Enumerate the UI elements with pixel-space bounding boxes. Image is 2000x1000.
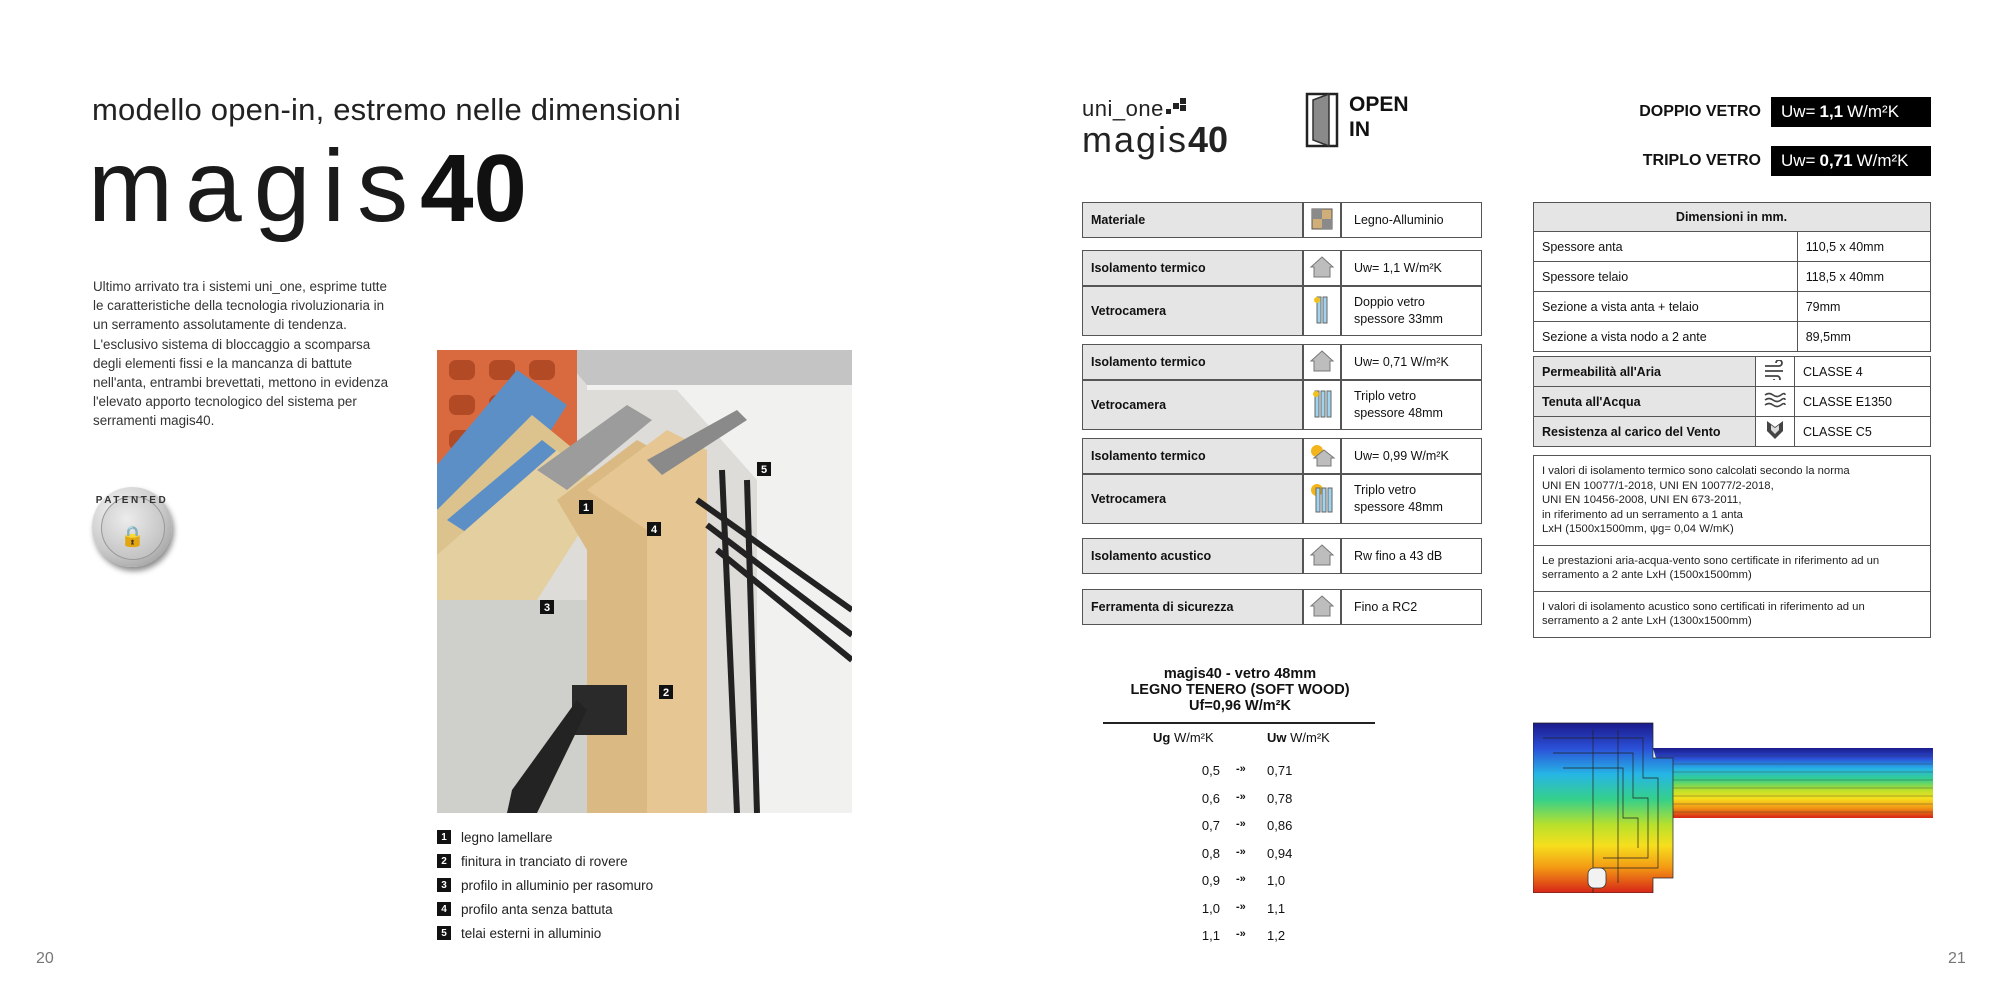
performance-table — [1533, 356, 1931, 447]
table-row: Isolamento termico Uw= 0,71 W/m²K — [1082, 344, 1482, 380]
svg-text:1: 1 — [583, 502, 590, 514]
note-air-water-wind: Le prestazioni aria-acqua-vento sono certificate in riferimento ad un serramento a 2 ante LxH (1500x1500mm) — [1534, 546, 1930, 592]
uw-doppio-box: Uw= 1,1 W/m²K — [1771, 97, 1931, 127]
house-icon — [1309, 543, 1335, 567]
uw-value: 1,0 — [1267, 873, 1286, 888]
arrow-icon: -» — [1236, 928, 1246, 940]
ug-table-title: magis40 - vetro 48mm LEGNO TENERO (SOFT WOOD) Uf=0,96 W/m²K — [1130, 666, 1350, 714]
table-row: Materiale Legno-Alluminio — [1082, 202, 1482, 238]
wind-load-icon — [1763, 419, 1787, 441]
logo-magis40: magis40 — [1082, 119, 1229, 160]
water-icon — [1763, 390, 1787, 410]
uw-doppio-vetro: DOPPIO VETRO Uw= 1,1 W/m²K — [1580, 97, 1931, 127]
table-row: Isolamento termico Uw= 1,1 W/m²K — [1082, 250, 1482, 286]
legend-item: 1 legno lamellare — [437, 825, 653, 849]
arrow-icon: -» — [1236, 845, 1246, 858]
svg-text:2: 2 — [663, 687, 670, 699]
uw-triplo-vetro: TRIPLO VETRO Uw= 0,71 W/m²K — [1580, 146, 1931, 176]
uw-value: 0,71 — [1267, 763, 1293, 778]
product-title — [88, 129, 527, 243]
table-row: Vetrocamera Triplo vetro spessore 48mm — [1082, 380, 1482, 430]
table-row: Dimensioni in mm. — [1534, 203, 1931, 232]
house-icon — [1309, 594, 1335, 618]
padlock-icon: 🔒 — [120, 526, 145, 548]
house-icon — [1309, 349, 1335, 373]
arrow-icon: -» — [1236, 873, 1246, 885]
material-icon — [1309, 206, 1335, 232]
open-in-badge: OPEN IN — [1305, 92, 1409, 148]
arrow-icon: -» — [1236, 790, 1246, 803]
ug-value: 0,8 — [1201, 845, 1220, 861]
house-icon — [1309, 255, 1335, 279]
intro-paragraph: Ultimo arrivato tra i sistemi uni_one, esprime tutte le caratteristiche della tecnologia rivoluzionaria in un serramento assolutamente di tendenza. L'esclusivo sistema di bloccaggio a scomparsa degli elementi fissi e la mancanza di battute nell'anta, entrambi brevettati, mettono in evidenza l'elevato apporto tecnologico del sistema per serramenti magis40. — [93, 279, 389, 429]
notes-box — [1533, 455, 1931, 638]
legend-item: 5 telai esterni in alluminio — [437, 921, 653, 945]
uw-value: 0,78 — [1267, 790, 1293, 806]
dimensions-table — [1533, 202, 1931, 352]
double-glass-icon — [1309, 294, 1335, 326]
ug-column-header: Ug W/m²K — [1153, 730, 1214, 745]
ug-value: 0,6 — [1201, 790, 1220, 806]
arrow-icon: -» — [1236, 818, 1246, 830]
sun-house-icon — [1308, 442, 1336, 468]
page-number-left: 20 — [36, 950, 54, 967]
legend-item: 4 profilo anta senza battuta — [437, 897, 653, 921]
note-acoustic: I valori di isolamento acustico sono certificati in riferimento ad un serramento a 2 ante LxH (1300x1500mm) — [1542, 600, 1865, 627]
table-row: Ferramenta di sicurezza Fino a RC2 — [1082, 589, 1482, 625]
door-open-in-icon — [1305, 92, 1339, 148]
uw-value: 0,86 — [1267, 818, 1293, 833]
table-row: Spessore anta 110,5 x 40mm — [1534, 232, 1931, 262]
logo-uni-one: uni_one — [1082, 96, 1164, 121]
legend-item: 3 profilo in alluminio per rasomuro — [437, 873, 653, 897]
ug-table-rule — [1103, 722, 1375, 724]
logo-squares-icon — [1166, 98, 1188, 116]
ug-value: 0,7 — [1201, 818, 1220, 833]
table-row: Vetrocamera Triplo vetro spessore 48mm — [1082, 474, 1482, 524]
patented-badge — [92, 487, 172, 567]
spec-group-triplo — [1082, 344, 1482, 430]
table-row: Spessore telaio 118,5 x 40mm — [1534, 262, 1931, 292]
uw-column-header: Uw W/m²K — [1267, 730, 1330, 745]
table-row: Resistenza al carico del Vento CLASSE C5 — [1534, 417, 1931, 447]
svg-text:3: 3 — [544, 602, 551, 614]
table-row: Sezione a vista nodo a 2 ante 89,5mm — [1534, 322, 1931, 352]
wind-icon — [1763, 360, 1787, 380]
uw-value: 1,2 — [1267, 928, 1286, 943]
uw-triplo-box: Uw= 0,71 W/m²K — [1771, 146, 1931, 176]
illustration-legend — [437, 825, 653, 945]
table-row: Vetrocamera Doppio vetro spessore 33mm — [1082, 286, 1482, 336]
arrow-icon: -» — [1236, 763, 1246, 775]
page-number-right: 21 — [1948, 950, 1966, 967]
ug-value: 1,1 — [1201, 928, 1220, 943]
ug-value: 0,5 — [1201, 763, 1220, 778]
ug-value: 1,0 — [1201, 900, 1220, 916]
legend-item: 2 finitura in tranciato di rovere — [437, 849, 653, 873]
page-subtitle: modello open-in, estremo nelle dimensioni — [92, 92, 681, 127]
triple-glass-icon — [1309, 388, 1335, 420]
table-row: Tenuta all'Acqua CLASSE E1350 — [1534, 387, 1931, 417]
window-section-illustration — [437, 350, 852, 813]
table-row: Isolamento acustico Rw fino a 43 dB — [1082, 538, 1482, 574]
table-row: Permeabilità all'Aria CLASSE 4 — [1534, 357, 1931, 387]
svg-text:4: 4 — [651, 524, 658, 536]
ug-value: 0,9 — [1201, 873, 1220, 888]
brand-logo — [1082, 96, 1228, 158]
spec-group-doppio — [1082, 250, 1482, 336]
spec-ferramenta — [1082, 589, 1482, 625]
svg-text:5: 5 — [761, 464, 768, 476]
table-row: Sezione a vista anta + telaio 79mm — [1534, 292, 1931, 322]
spec-materiale — [1082, 202, 1482, 238]
product-title-bold: 40 — [420, 135, 527, 242]
uw-value: 0,94 — [1267, 845, 1293, 861]
spec-acustico — [1082, 538, 1482, 574]
spec-group-triplo-sun — [1082, 438, 1482, 524]
thermal-isotherm-diagram — [1533, 718, 1933, 893]
sun-triple-glass-icon — [1308, 482, 1336, 514]
uw-value: 1,1 — [1267, 900, 1286, 916]
patented-badge-text: PATENTED — [95, 495, 169, 506]
table-row: Isolamento termico Uw= 0,99 W/m²K — [1082, 438, 1482, 474]
note-thermal: I valori di isolamento termico sono calcolati secondo la norma UNI EN 10077/1-2018, UNI EN 10077/2-2018, UNI EN 10456-2008, UNI EN 673-2011, in riferimento ad un serramento a 1 anta LxH (1500x1500mm, ψg= 0,04 W/mK) — [1534, 456, 1930, 546]
product-title-light: magis — [88, 129, 421, 243]
arrow-icon: -» — [1236, 900, 1246, 913]
